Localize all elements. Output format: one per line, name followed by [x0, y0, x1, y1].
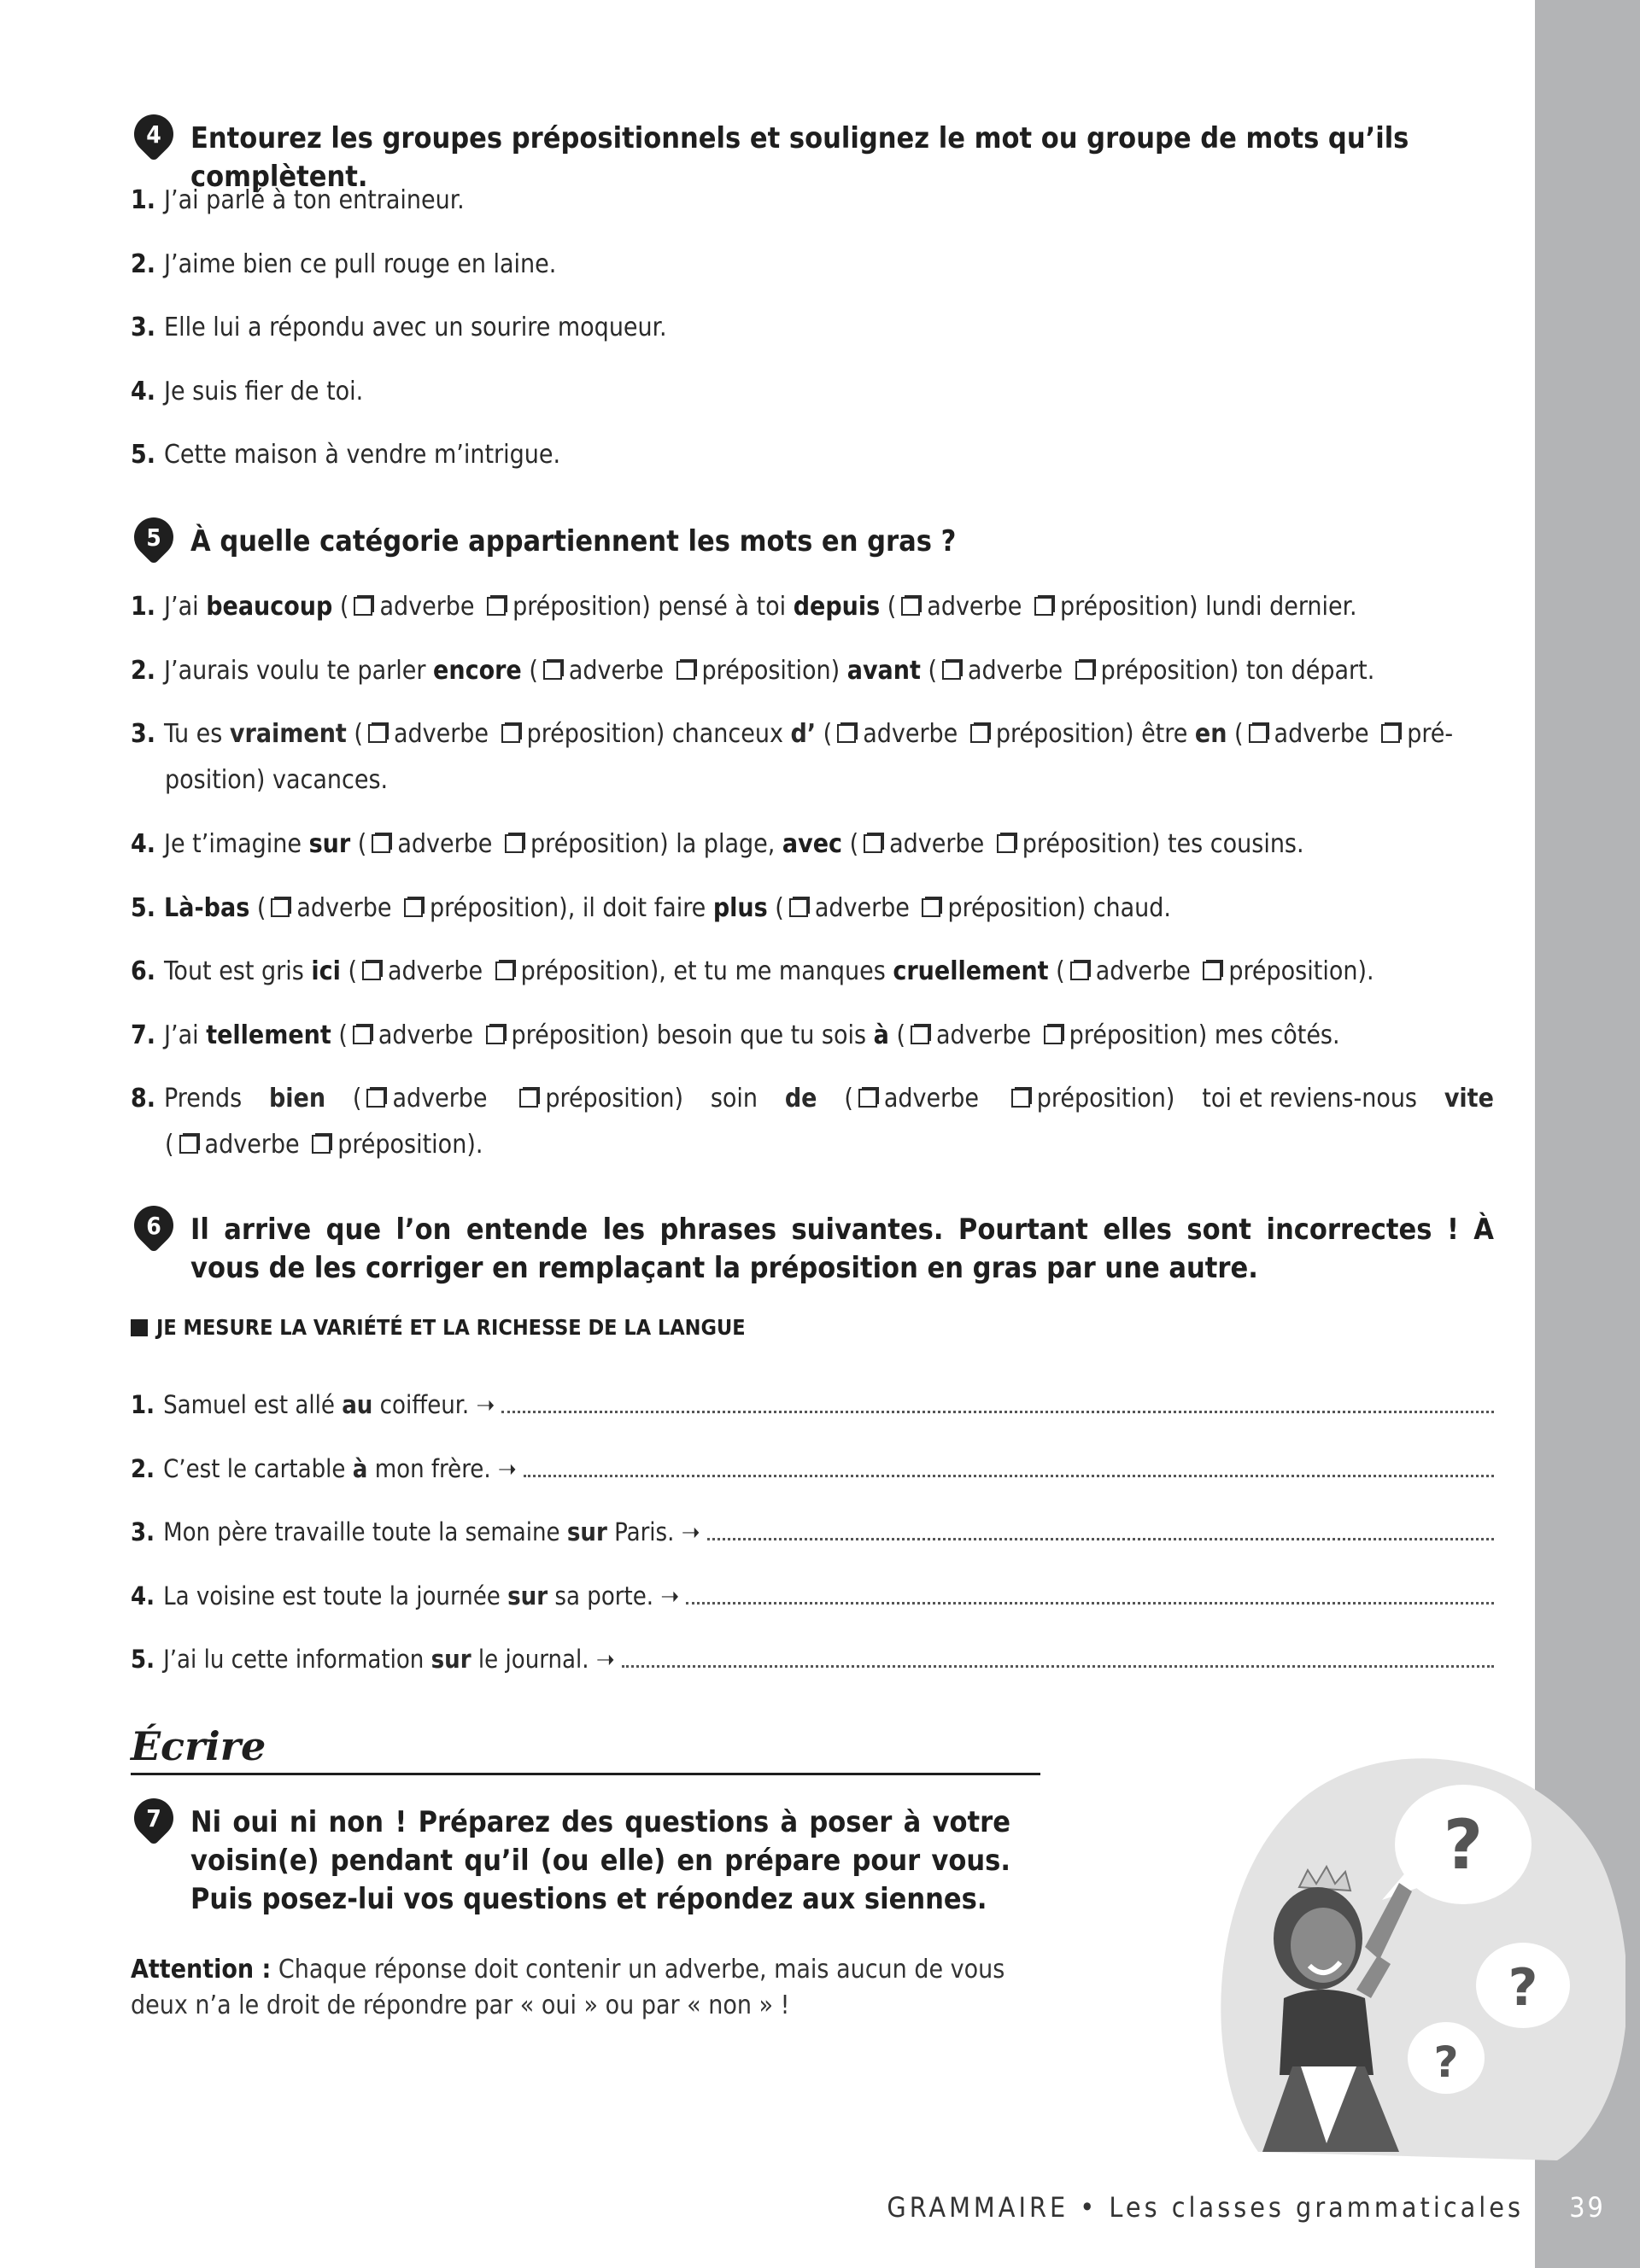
checkbox-preposition[interactable] — [676, 661, 695, 680]
checkbox-preposition[interactable] — [1011, 1089, 1030, 1108]
ex5-title — [131, 523, 956, 562]
ex7-instruction: Ni oui ni non ! Préparez des questions à poser à votre voisin(e) pendant qu’il (ou elle) en prépare pour vous. Puis posez-lui vos questions et répondez aux siennes. — [190, 1805, 1010, 1916]
checkbox-adverbe[interactable] — [354, 597, 372, 616]
checkbox-adverbe[interactable] — [837, 724, 856, 743]
ex5-instruction: À quelle catégorie appartiennent les mots en gras ? — [190, 524, 957, 558]
ex6-item: 5. J’ai lu cette information sur le journal. ➝ — [131, 1636, 1494, 1682]
square-bullet-icon — [131, 1319, 148, 1336]
section-title: Écrire — [131, 1723, 266, 1769]
ex5-item: 7. J’ai tellement ( adverbe préposition) besoin que tu sois à ( adverbe préposition) mes côtés. — [131, 1020, 1340, 1050]
answer-field[interactable] — [686, 1602, 1494, 1605]
checkbox-adverbe[interactable] — [1249, 724, 1268, 743]
arrow-icon: ➝ — [476, 1390, 495, 1419]
arrow-icon: ➝ — [595, 1645, 615, 1674]
checkbox-preposition[interactable] — [505, 834, 524, 853]
section-rule — [131, 1773, 1040, 1775]
ex4-item: 4. Je suis fier de toi. — [131, 377, 364, 406]
page-number: 39 — [1569, 2191, 1606, 2224]
checkbox-adverbe[interactable] — [942, 661, 961, 680]
checkbox-preposition[interactable] — [486, 1026, 505, 1044]
question-mark-icon: ? — [1508, 1958, 1538, 2018]
ex6-instruction: Il arrive que l’on entende les phrases suivantes. Pourtant elles sont incorrectes ! À vous de les corriger en remplaçant la préposition en gras par une autre. — [190, 1213, 1494, 1285]
ex4-item: 1. J’ai parlé à ton entraineur. — [131, 185, 465, 215]
exercise-number-badge: 4 — [126, 106, 181, 161]
checkbox-adverbe[interactable] — [858, 1089, 877, 1108]
ex7-title — [131, 1803, 1010, 1919]
checkbox-adverbe[interactable] — [366, 1089, 385, 1108]
checkbox-preposition[interactable] — [997, 834, 1016, 853]
answer-field[interactable] — [707, 1538, 1494, 1540]
ex4-item: 5. Cette maison à vendre m’intrigue. — [131, 440, 561, 470]
ex6-item: 1. Samuel est allé au coiffeur. ➝ — [131, 1382, 1494, 1428]
ex5-item: 5. Là-bas ( adverbe préposition), il doit faire plus ( adverbe préposition) chaud. — [131, 893, 1171, 923]
checkbox-preposition[interactable] — [404, 898, 423, 917]
checkbox-preposition[interactable] — [519, 1089, 538, 1108]
checkbox-preposition[interactable] — [1075, 661, 1094, 680]
question-mark-icon: ? — [1433, 2037, 1459, 2087]
checkbox-adverbe[interactable] — [368, 724, 387, 743]
checkbox-preposition[interactable] — [970, 724, 989, 743]
checkbox-preposition[interactable] — [487, 597, 506, 616]
attention-note: Attention : Chaque réponse doit contenir un adverbe, mais aucun de vous deux n’a le droit de répondre par « oui » ou par « non » ! — [131, 1955, 1005, 2020]
ex5-item-continuation: position) vacances. — [165, 765, 389, 795]
answer-field[interactable] — [524, 1475, 1494, 1477]
ex5-item: 4. Je t’imagine sur ( adverbe préposition) la plage, avec ( adverbe préposition) tes cousins. — [131, 829, 1304, 859]
checkbox-adverbe[interactable] — [1070, 962, 1089, 980]
checkbox-preposition[interactable] — [312, 1135, 331, 1154]
ex5-item: 8. Prends bien ( adverbe préposition) soin de ( adverbe préposition) toi et reviens-nous vite — [131, 1084, 1494, 1114]
exercise-number-badge: 6 — [126, 1197, 181, 1253]
arrow-icon: ➝ — [497, 1454, 517, 1483]
checkbox-adverbe[interactable] — [179, 1135, 198, 1154]
ex6-item: 4. La voisine est toute la journée sur sa porte. ➝ — [131, 1573, 1494, 1619]
ex5-item: 1. J’ai beaucoup ( adverbe préposition) pensé à toi depuis ( adverbe préposition) lundi dernier. — [131, 592, 1357, 622]
exercise-number-badge: 5 — [126, 509, 181, 564]
answer-field[interactable] — [622, 1665, 1494, 1668]
skill-subheading: JE MESURE LA VARIÉTÉ ET LA RICHESSE DE LA LANGUE — [131, 1315, 746, 1340]
question-mark-icon: ? — [1443, 1805, 1484, 1885]
checkbox-adverbe[interactable] — [353, 1026, 372, 1044]
ex6-item: 2. C’est le cartable à mon frère. ➝ — [131, 1446, 1494, 1492]
checkbox-preposition[interactable] — [495, 962, 514, 980]
checkbox-preposition[interactable] — [1044, 1026, 1063, 1044]
ex5-item-continuation: ( adverbe préposition). — [165, 1130, 483, 1160]
checkbox-preposition[interactable] — [1381, 724, 1400, 743]
ex5-item: 3. Tu es vraiment ( adverbe préposition) chanceux d’ ( adverbe préposition) être en ( adverbe pré- — [131, 719, 1454, 749]
exercise-number-badge: 7 — [126, 1790, 181, 1845]
checkbox-adverbe[interactable] — [543, 661, 562, 680]
checkbox-adverbe[interactable] — [911, 1026, 929, 1044]
arrow-icon: ➝ — [681, 1517, 700, 1546]
checkbox-preposition[interactable] — [501, 724, 520, 743]
checkbox-adverbe[interactable] — [789, 898, 808, 917]
ex4-item: 3. Elle lui a répondu avec un sourire moqueur. — [131, 313, 667, 342]
checkbox-preposition[interactable] — [1034, 597, 1053, 616]
checkbox-adverbe[interactable] — [271, 898, 290, 917]
ex6-title — [131, 1211, 1494, 1288]
arrow-icon: ➝ — [660, 1581, 680, 1610]
girl-thinking-illustration — [1181, 1742, 1625, 2169]
checkbox-adverbe[interactable] — [372, 834, 390, 853]
running-footer: GRAMMAIRE • Les classes grammaticales — [887, 2191, 1524, 2224]
ex4-item: 2. J’aime bien ce pull rouge en laine. — [131, 249, 557, 279]
checkbox-adverbe[interactable] — [864, 834, 882, 853]
ex5-item: 2. J’aurais voulu te parler encore ( adverbe préposition) avant ( adverbe préposition) ton départ. — [131, 656, 1375, 686]
checkbox-preposition[interactable] — [922, 898, 940, 917]
ex4-instruction: Entourez les groupes prépositionnels et soulignez le mot ou groupe de mots qu’ils complètent. — [190, 121, 1409, 194]
ex5-item: 6. Tout est gris ici ( adverbe préposition), et tu me manques cruellement ( adverbe préposition). — [131, 956, 1374, 986]
checkbox-preposition[interactable] — [1203, 962, 1221, 980]
ex6-item: 3. Mon père travaille toute la semaine sur Paris. ➝ — [131, 1509, 1494, 1555]
checkbox-adverbe[interactable] — [901, 597, 920, 616]
answer-field[interactable] — [501, 1411, 1494, 1413]
checkbox-adverbe[interactable] — [362, 962, 381, 980]
